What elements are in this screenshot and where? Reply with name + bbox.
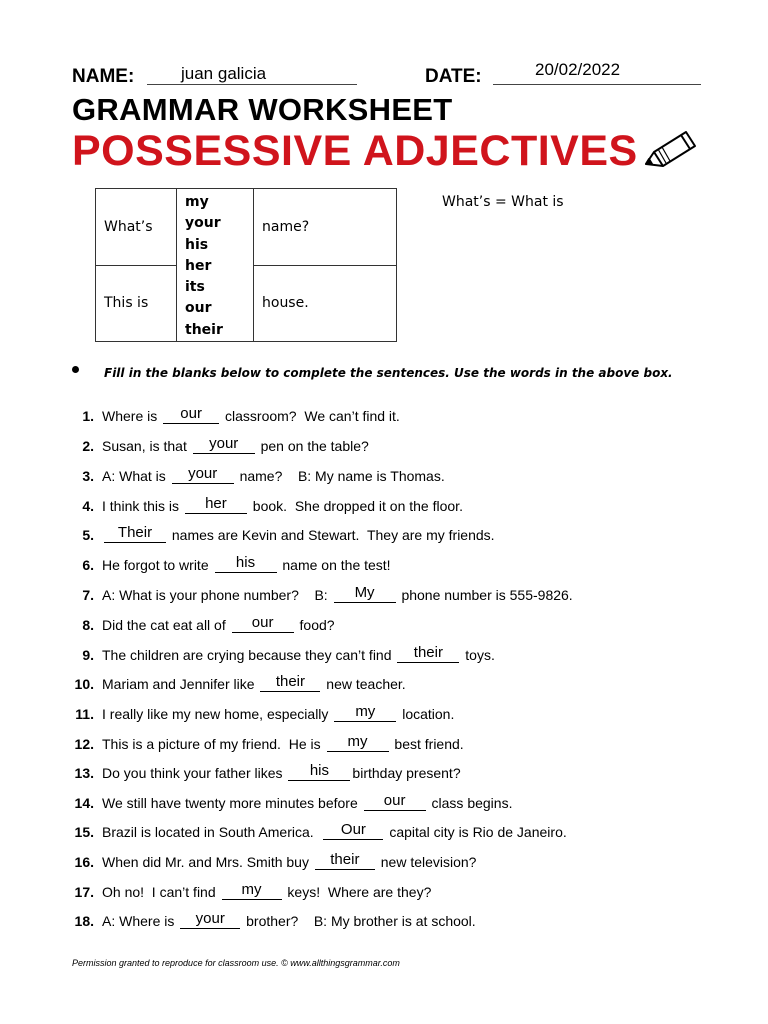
answer-blank[interactable] [260,675,320,692]
name-label: NAME: [72,66,135,87]
answer-text: their [413,644,443,661]
question-row [60,907,476,929]
question-number: 2. [82,438,94,454]
name-field[interactable] [147,64,357,85]
box-row1-right: name? [254,189,397,266]
question-text-before: A: Where is [102,913,179,929]
question-text-after: name? B: My name is Thomas. [235,468,445,484]
question-row [60,730,464,752]
question-row [60,878,431,900]
question-text-before: This is a picture of my friend. He is [102,736,325,752]
date-value: 20/02/2022 [535,60,621,79]
question-number: 15. [74,824,94,840]
answer-blank[interactable] [193,437,255,454]
question-text-before: Susan, is that [102,438,191,454]
worksheet-topic: POSSESSIVE ADJECTIVES [72,127,638,175]
question-number: 11. [75,706,94,722]
question-number: 13. [74,765,94,781]
question-text-after: new teacher. [322,676,406,692]
question-text-before: Did the cat eat all of [102,617,230,633]
question-text-after: class begins. [427,795,513,811]
question-row [60,551,391,573]
date-label: DATE: [425,66,482,87]
answer-blank[interactable] [180,912,240,929]
question-row [60,759,461,781]
question-text-after: book. She dropped it on the floor. [248,498,463,514]
answer-text: Their [117,524,153,541]
question-text-after: names are Kevin and Stewart. They are my friends. [168,527,495,543]
question-number: 7. [82,587,94,603]
pronoun-list [177,189,254,342]
question-text-after: phone number is 555-9826. [397,587,573,603]
answer-text: her [205,495,227,512]
pronoun-item: my [185,194,209,210]
answer-text: our [383,792,406,809]
question-row [60,848,476,870]
question-text-after: new television? [376,854,477,870]
question-row [60,492,463,514]
answer-blank[interactable] [364,794,426,811]
question-text-before: Oh no! I can’t find [102,884,220,900]
answer-blank[interactable] [104,526,166,543]
answer-blank[interactable] [323,823,383,840]
question-number: 3. [82,468,94,484]
question-row [60,818,567,840]
pronoun-item: our [185,300,212,317]
question-number: 14. [74,795,94,811]
date-field[interactable] [493,60,701,85]
question-number: 1. [82,408,94,424]
box-row1-left: What’s [96,189,177,266]
answer-blank[interactable] [232,616,294,633]
question-row [60,402,400,424]
answer-text: your [209,435,239,452]
answer-text: my [355,703,376,720]
question-text-after: brother? B: My brother is at school. [242,913,476,929]
question-text-after: location. [398,706,455,722]
question-text-after: capital city is Rio de Janeiro. [385,824,567,840]
question-number: 16. [74,854,94,870]
question-row [60,462,445,484]
answer-blank[interactable] [334,586,396,603]
question-text-before: A: What is your phone number? B: [102,587,332,603]
question-text-before: I really like my new home, especially [102,706,333,722]
question-row [60,581,573,603]
question-text-before: Do you think your father likes [102,765,287,781]
question-text-before: He forgot to write [102,557,213,573]
question-text-after: classroom? We can’t find it. [221,408,400,424]
question-number: 9. [82,647,94,663]
answer-text: your [188,465,218,482]
answer-blank[interactable] [327,735,389,752]
question-number: 18. [74,913,94,929]
question-text-after: birthday present? [352,765,461,781]
question-text-after: pen on the table? [256,438,369,454]
question-text-after: best friend. [390,736,464,752]
question-row [60,789,512,811]
answer-text: his [235,554,256,571]
question-number: 4. [82,498,94,514]
answer-text: their [330,851,360,868]
question-number: 10. [74,676,94,692]
pronoun-item: their [185,321,223,338]
question-text-before: We still have twenty more minutes before [102,795,362,811]
question-row [60,611,335,633]
answer-blank[interactable] [288,764,350,781]
answer-blank[interactable] [215,556,277,573]
question-number: 6. [82,557,94,573]
question-text-after: food? [295,617,335,633]
question-text-before: A: What is [102,468,170,484]
question-number: 12. [74,736,94,752]
pronoun-item: its [185,279,205,296]
answer-text: Our [340,821,366,838]
answer-text: My [354,584,375,601]
answer-text: my [347,733,368,750]
box-row2-left: This is [96,265,177,342]
question-text-after: toys. [461,647,495,663]
pencil-icon [640,128,702,172]
answer-blank[interactable] [185,497,247,514]
question-text-before: The children are crying because they can’t find [102,647,396,663]
question-row [60,641,495,663]
question-row [60,700,454,722]
answer-text: their [275,673,305,690]
box-row2-right: house. [254,265,397,342]
question-row [60,670,406,692]
question-text-before: I think this is [102,498,183,514]
instructions: Fill in the blanks below to complete the sentences. Use the words in the above box. [104,366,673,380]
question-text-before: When did Mr. and Mrs. Smith buy [102,854,313,870]
question-text-after: keys! Where are they? [283,884,432,900]
answer-text: my [241,881,262,898]
pronoun-item: your [185,215,221,232]
answer-text: our [251,614,274,631]
answer-blank[interactable] [163,407,219,424]
answer-blank[interactable] [397,646,459,663]
contraction-note: What’s = What is [442,194,564,210]
answer-text: our [180,405,202,422]
word-box [95,188,397,342]
worksheet-title: GRAMMAR WORKSHEET [72,92,453,127]
name-value: juan galicia [181,64,267,83]
answer-blank[interactable] [222,883,282,900]
question-number: 8. [82,617,94,633]
pronoun-item: her [185,257,212,274]
answer-blank[interactable] [315,853,375,870]
answer-blank[interactable] [172,467,234,484]
answer-text: his [309,762,330,779]
answer-blank[interactable] [334,705,396,722]
question-text-before: Brazil is located in South America. [102,824,322,840]
answer-text: your [195,910,225,927]
question-text-after: name on the test! [278,557,391,573]
question-row [60,521,495,543]
question-number: 5. [82,527,94,543]
bullet-icon [72,366,79,373]
question-text-before: Where is [102,408,162,424]
copyright-footer: Permission granted to reproduce for classroom use. © www.allthingsgrammar.com [72,958,400,968]
pronoun-item: his [185,236,209,253]
question-text-before: Mariam and Jennifer like [102,676,259,692]
question-row [60,432,369,454]
question-number: 17. [74,884,94,900]
